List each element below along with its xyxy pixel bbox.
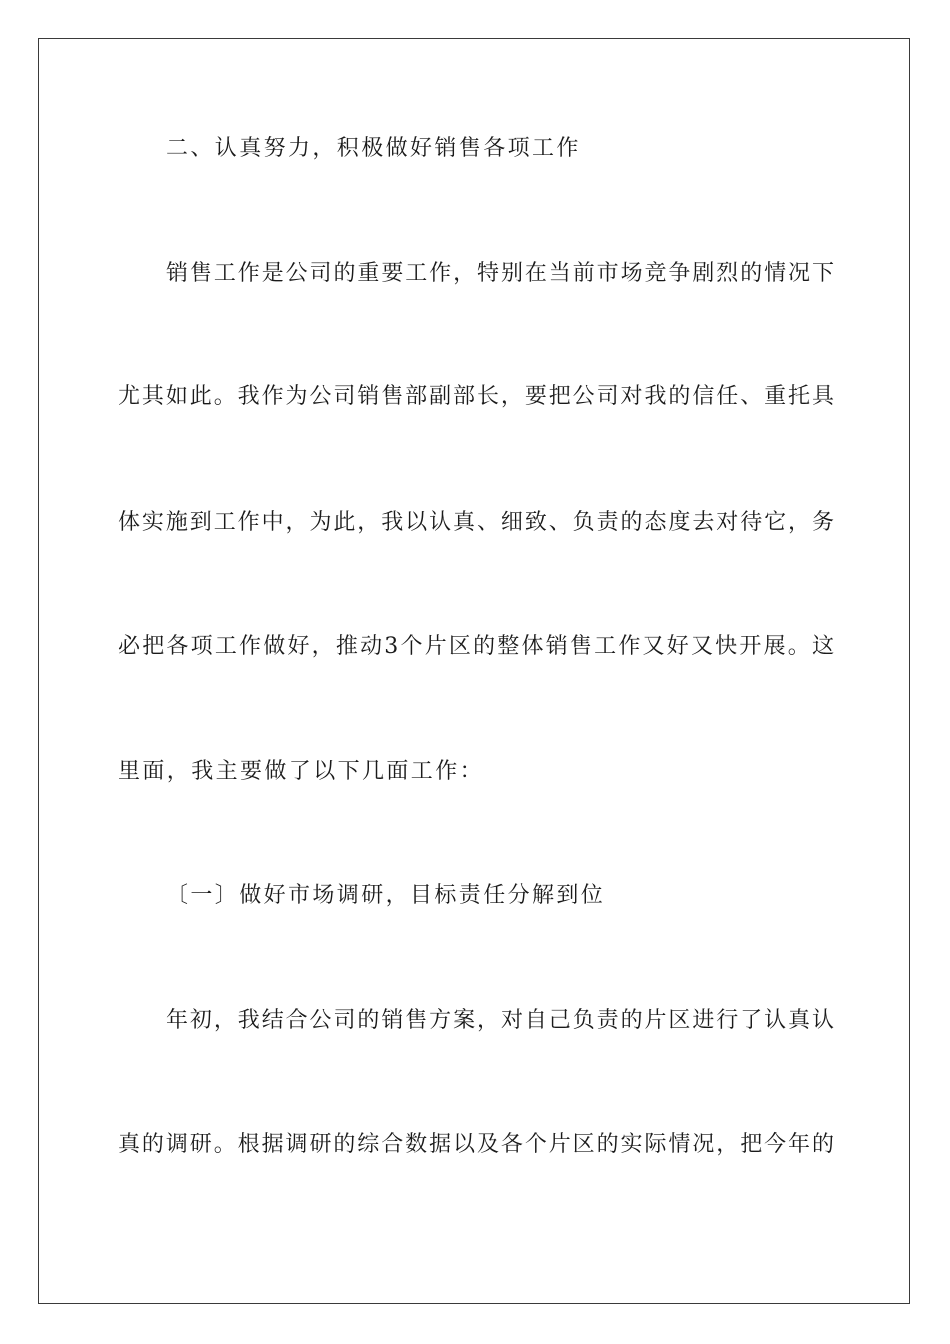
paragraph-line: 必把各项工作做好，推动3个片区的整体销售工作又好又快开展。这 (118, 634, 834, 659)
paragraph-line: 里面，我主要做了以下几面工作： (118, 759, 485, 784)
paragraph-line: 销售工作是公司的重要工作，特别在当前市场竞争剧烈的情况下 (166, 261, 834, 286)
paragraph-line: 体实施到工作中，为此，我以认真、细致、负责的态度去对待它，务 (118, 510, 834, 535)
paragraph-line: 真的调研。根据调研的综合数据以及各个片区的实际情况，把今年的 (118, 1132, 834, 1157)
page-border (38, 38, 910, 1304)
paragraph-line: 尤其如此。我作为公司销售部副部长，要把公司对我的信任、重托具 (118, 384, 834, 409)
subsection-heading: 〔一〕做好市场调研，目标责任分解到位 (166, 883, 606, 908)
section-heading: 二、认真努力，积极做好销售各项工作 (166, 136, 581, 161)
paragraph-line: 年初，我结合公司的销售方案，对自己负责的片区进行了认真认 (166, 1008, 834, 1033)
